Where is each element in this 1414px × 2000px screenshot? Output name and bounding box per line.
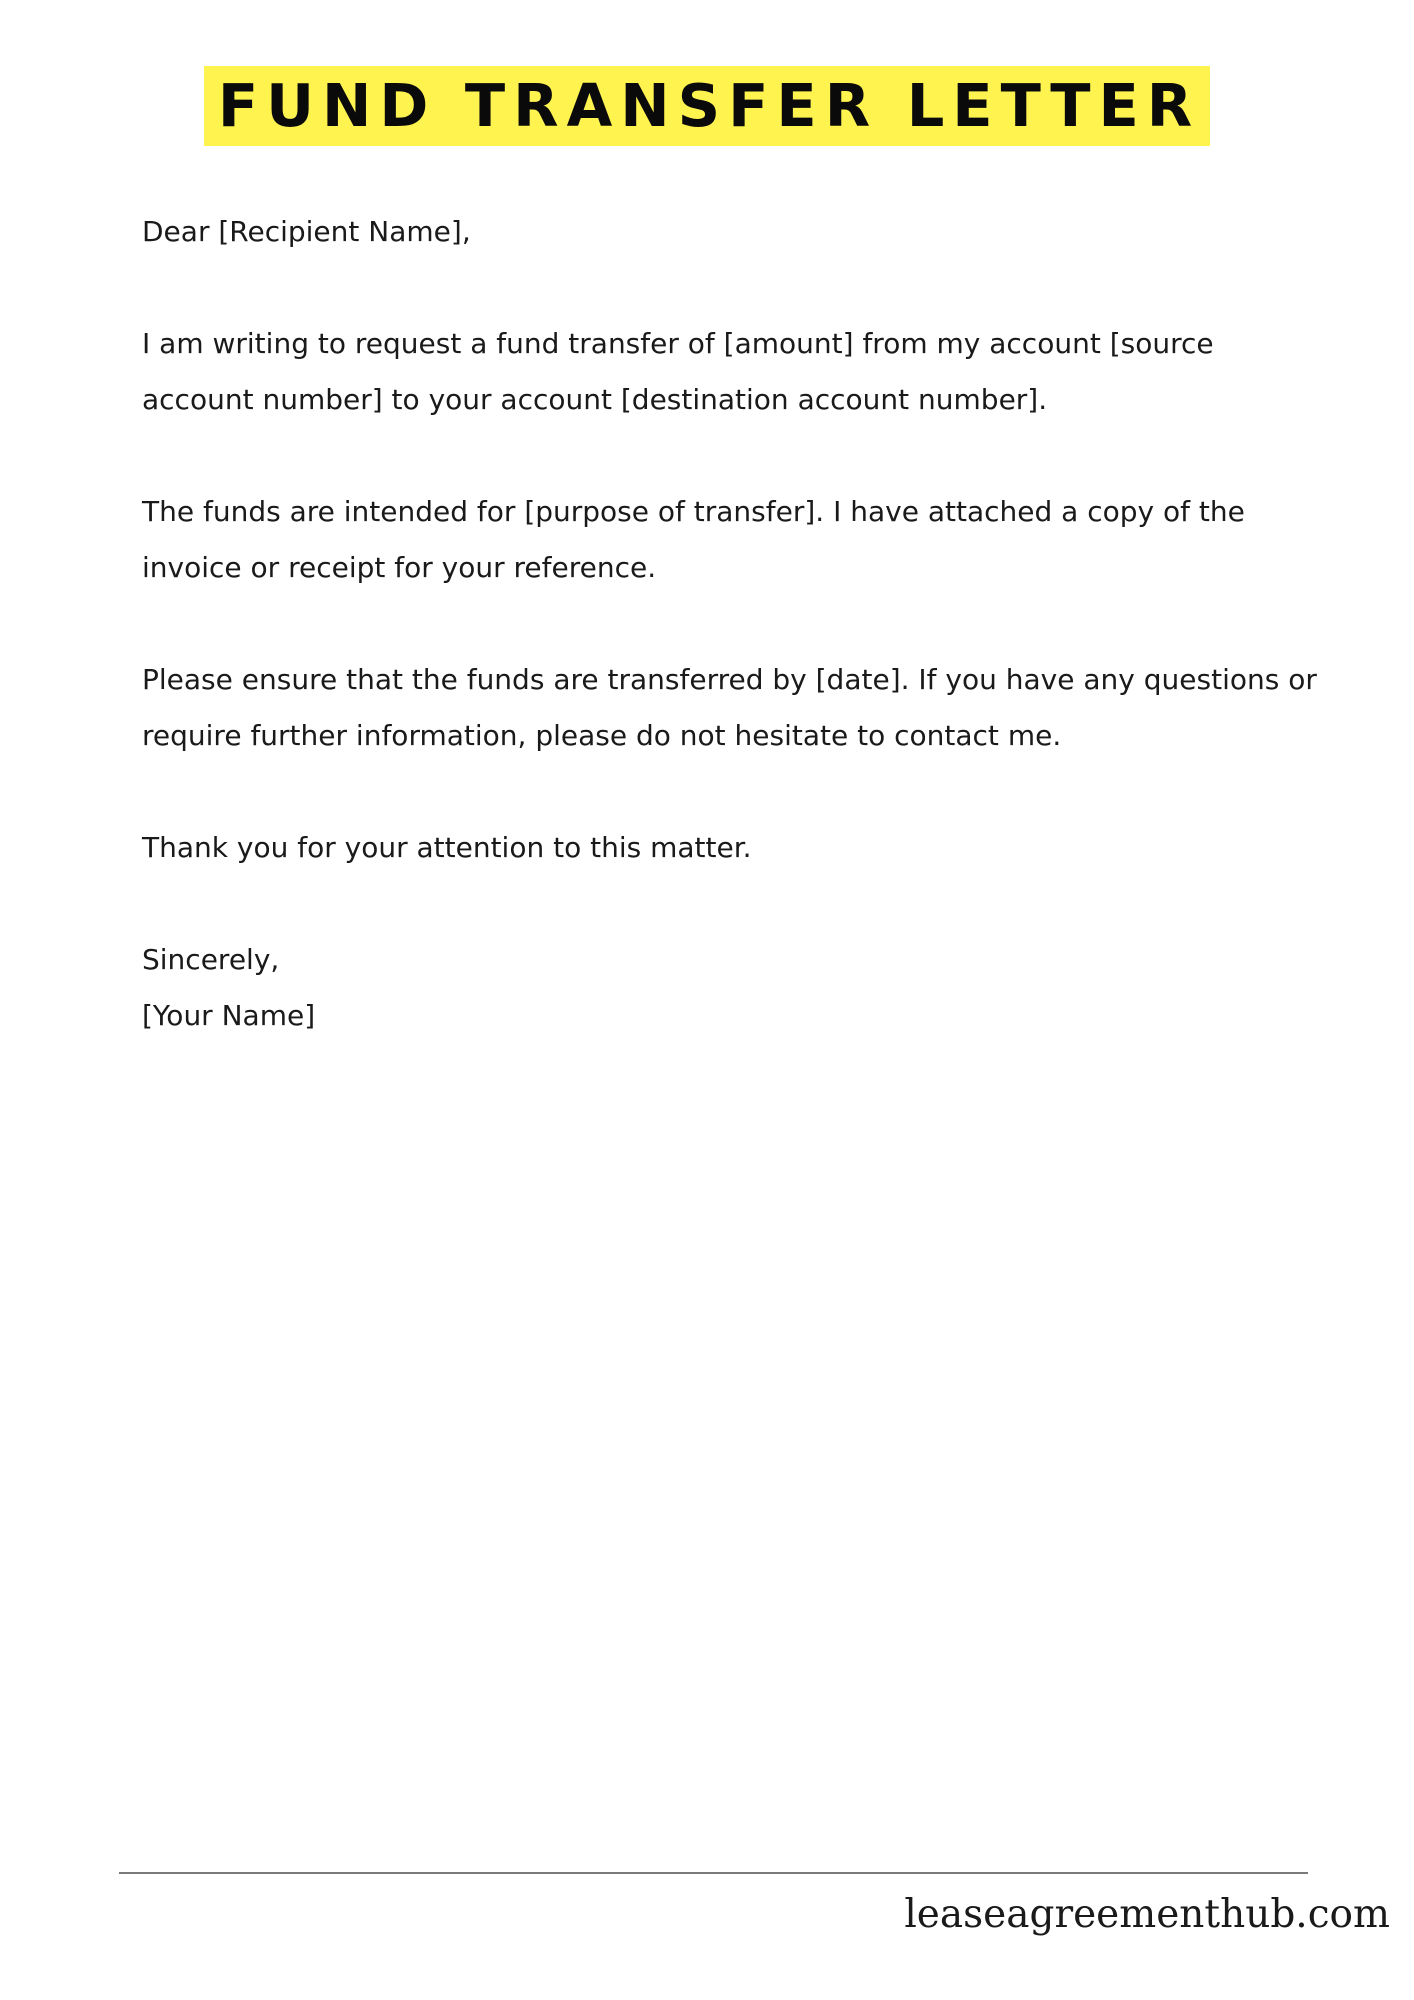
salutation: Dear [Recipient Name], [142, 215, 471, 248]
signature-block [142, 932, 1322, 1044]
page-title: FUND TRANSFER LETTER [204, 66, 1210, 146]
paragraph-deadline: Please ensure that the funds are transferred by [date]. If you have any questions or require further information, please do not hesitate to contact me. [142, 663, 1317, 752]
paragraph-purpose: The funds are intended for [purpose of transfer]. I have attached a copy of the invoice or receipt for your reference. [142, 495, 1245, 584]
title-container [0, 66, 1414, 146]
footer-divider [119, 1872, 1308, 1874]
letter-body [142, 204, 1322, 1044]
footer-brand: leaseagreementhub.com [904, 1892, 1390, 1937]
signature-name: [Your Name] [142, 999, 316, 1032]
paragraph-thanks: Thank you for your attention to this matter. [142, 831, 752, 864]
paragraph-request: I am writing to request a fund transfer of [amount] from my account [source account number] to your account [destination account number]. [142, 327, 1214, 416]
closing-line: Sincerely, [142, 943, 280, 976]
